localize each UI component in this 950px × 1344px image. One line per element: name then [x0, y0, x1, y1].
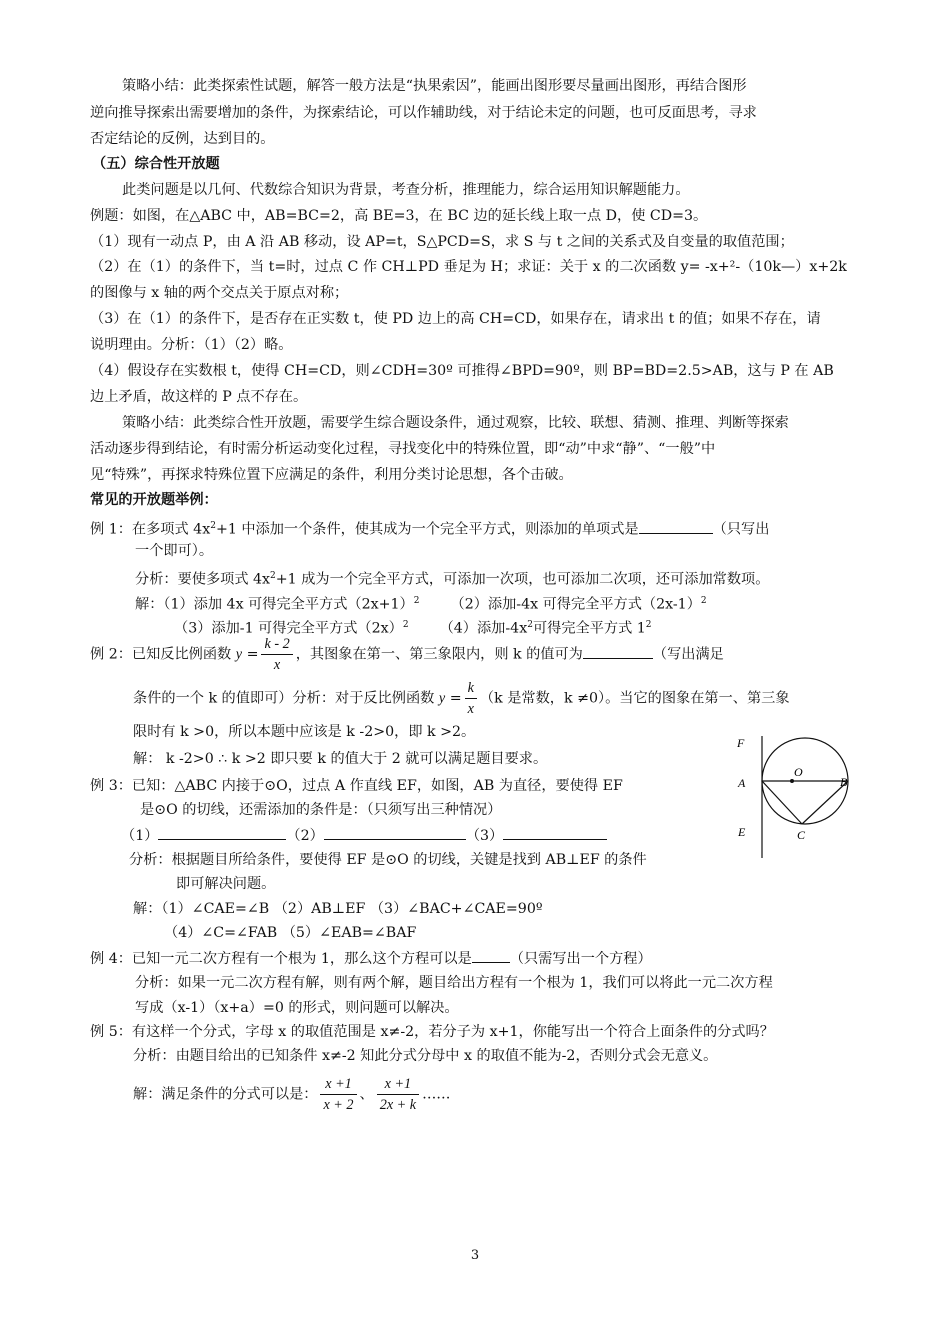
answer-blank [639, 519, 713, 534]
example-2-line-3: 限时有 k >0，所以本题中应该是 k -2>0，即 k >2。 [133, 724, 476, 740]
example-5-analysis: 分析：由题目给出的已知条件 x≠-2 知此分式分母中 x 的取值不能为-2，否则分式会无意义。 [133, 1048, 718, 1064]
example-1-solution-1: 解：（1）添加 4x 可得完全平方式$(2x+1)^2$ （2）添加-4x 可得完全平方式$(2x-1)^2$ [135, 596, 707, 613]
label-f: F [737, 736, 745, 750]
answer-blank-3 [503, 825, 607, 840]
example-1-solution-2: （3）添加-1 可得完全平方式$(2x)^2$ （4）添加$-4x^2$可得完全平方式 $1^2$ [174, 620, 652, 637]
example-3-line-2: 是⊙O 的切线，还需添加的条件是：（只须写出三种情况） [140, 802, 502, 818]
question-4-line-2: 边上矛盾，故这样的 P 点不存在。 [90, 389, 308, 405]
circle-tangent-figure [732, 736, 858, 862]
label-c: C [797, 828, 806, 842]
question-1: （1）现有一动点 P，由 A 沿 AB 移动，设 AP=t，S△PCD=S，求 S 与 t 之间的关系式及自变量的取值范围； [90, 234, 794, 250]
answer-blank-2 [324, 825, 466, 840]
summary5-line-2: 活动逐步得到结论，有时需分析运动变化过程，寻找变化中的特殊位置，即“动”中求“静”、“一般”中 [90, 441, 716, 457]
label-o: O [794, 765, 803, 779]
section-5-heading: （五）综合性开放题 [92, 156, 220, 172]
example-4-analysis-2: 写成（x-1）（x+a）=0 的形式，则问题可以解决。 [135, 1000, 459, 1016]
summary-line-1: 策略小结：此类探索性试题，解答一般方法是“执果索因”，能画出图形要尽量画出图形，再结合图形 [122, 78, 747, 94]
fraction-1: $\frac{x +1}{x + 2}$ [320, 1074, 356, 1115]
example-3-analysis-1: 分析：根据题目所给条件，要使得 EF 是⊙O 的切线，关键是找到 AB⊥EF 的条件 [129, 852, 647, 868]
label-a: A [738, 776, 746, 790]
summary-line-3: 否定结论的反例，达到目的。 [90, 131, 275, 147]
question-3-line-1: （3）在（1）的条件下，是否存在正实数 t，使 PD 边上的高 CH=CD，如果存在，请求出 t 的值；如果不存在，请 [90, 311, 821, 327]
answer-blank [583, 644, 653, 659]
page-number: 3 [470, 1248, 480, 1263]
example-5-line-1: 例 5：有这样一个分式，字母 x 的取值范围是 x≠-2，若分子为 x+1，你能写出一个符合上面条件的分式吗？ [90, 1024, 774, 1040]
question-2-line-2: 的图像与 x 轴的两个交点关于原点对称； [90, 285, 349, 301]
example-2-line-2: 条件的一个 k 的值即可）分析：对于反比例函数 y = $\frac{k}{x}$ （k 是常数，k ≠0）。当它的图象在第一、第三象 [133, 680, 790, 717]
fraction-k-over-x: $\frac{k}{x}$ [465, 678, 477, 719]
example-3-solution-2: （4）∠C=∠FAB （5）∠EAB=∠BAF [164, 925, 417, 941]
example-statement: 例题：如图，在△ABC 中，AB=BC=2，高 BE=3，在 BC 边的延长线上取一点 D，使 CD=3。 [90, 208, 708, 224]
example-2-line-1: 例 2：已知反比例函数 y = $\frac{k - 2}{x}$ ，其图象在第一、第三象限内，则 k 的值可为 （写出满足 [90, 636, 724, 673]
summary-line-2: 逆向推导探索出需要增加的条件，为探索结论，可以作辅助线，对于结论未定的问题，也可反面思考，寻求 [90, 105, 757, 121]
summary5-line-3: 见“特殊”，再探求特殊位置下应满足的条件，利用分类讨论思想，各个击破。 [90, 467, 573, 483]
answer-blank-1 [158, 825, 286, 840]
example-3-blanks: （1） （2） （3） [121, 825, 607, 846]
example-4-analysis-1: 分析：如果一元二次方程有解，则有两个解，题目给出方程有一个根为 1，我们可以将此一元二次方程 [135, 975, 773, 991]
common-examples-heading: 常见的开放题举例： [90, 492, 218, 508]
question-2-line-1: （2）在（1）的条件下，当 t=时，过点 C 作 CH⊥PD 垂足为 H；求证：关于 x 的二次函数 y= -x+²-（10k—）x+2k [90, 259, 847, 275]
question-3-line-2: 说明理由。分析：（1）（2）略。 [90, 337, 293, 353]
example-3-analysis-2: 即可解决问题。 [176, 876, 276, 892]
example-2-solution: 解： k -2>0 ∴ k >2 即只要 k 的值大于 2 就可以满足题目要求。 [133, 751, 548, 767]
summary5-line-1: 策略小结：此类综合性开放题，需要学生综合题设条件，通过观察，比较、联想、猜测、推理、判断等探索 [122, 415, 789, 431]
answer-blank [472, 948, 510, 963]
example-5-solution: 解：满足条件的分式可以是： $\frac{x +1}{x + 2}$ 、 $\frac{x +1}{2x + k}$ …… [133, 1076, 451, 1113]
example-3-line-1: 例 3：已知：△ABC 内接于⊙O，过点 A 作直线 EF，如图，AB 为直径，要使得 EF [90, 778, 623, 794]
label-b: B [840, 775, 848, 789]
example-1-line-1: 例 1：在多项式 $4x^2+1$ 中添加一个条件，使其成为一个完全平方式，则添加的单项式是 （只写出 [90, 516, 769, 540]
example-3-solution-1: 解：（1）∠CAE=∠B （2）AB⊥EF （3）∠BAC+∠CAE=90º [133, 901, 543, 917]
example-1-analysis: 分析：要使多项式 $4x^2+1$ 成为一个完全平方式，可添加一次项，也可添加二次项，还可添加常数项。 [135, 571, 770, 588]
example-1-line-2: 一个即可）。 [135, 543, 214, 559]
center-point [790, 779, 794, 783]
section-5-intro: 此类问题是以几何、代数综合知识为背景，考查分析，推理能力，综合运用知识解题能力。 [122, 182, 690, 198]
fraction-2: $\frac{x +1}{2x + k}$ [377, 1074, 419, 1115]
label-e: E [738, 825, 746, 839]
example-4-line-1: 例 4：已知一元二次方程有一个根为 1，那么这个方程可以是 （只需写出一个方程） [90, 948, 652, 969]
fraction-k-minus-2-over-x: $\frac{k - 2}{x}$ [261, 634, 292, 675]
question-4-line-1: （4）假设存在实数根 t，使得 CH=CD，则∠CDH=30º 可推得∠BPD=90º，则 BP=BD=2.5>AB，这与 P 在 AB [90, 363, 834, 379]
